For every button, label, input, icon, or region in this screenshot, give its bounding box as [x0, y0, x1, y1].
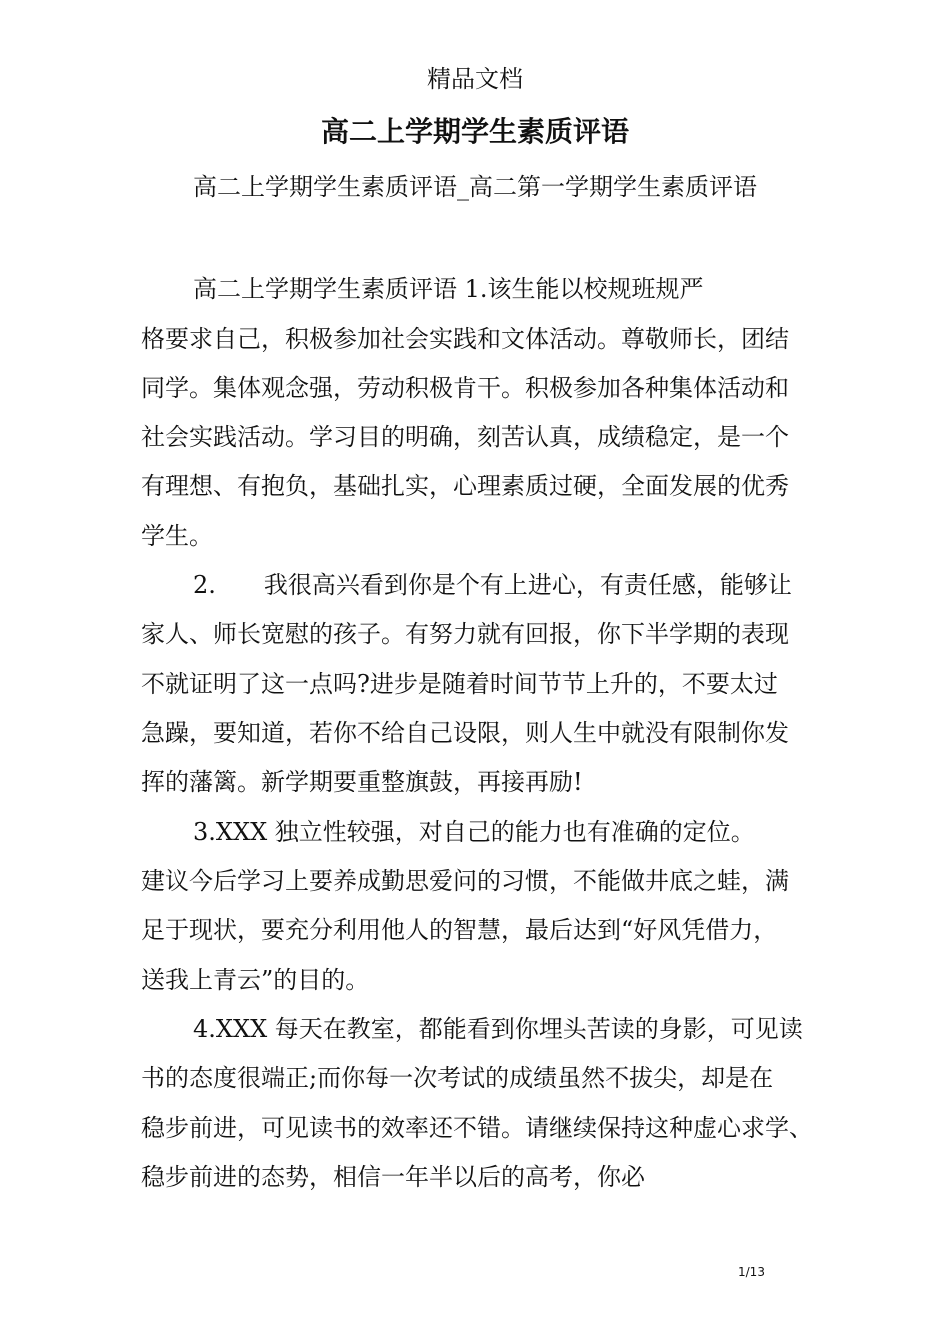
body-line: 高二上学期学生素质评语 1.该生能以校规班规严	[193, 275, 704, 303]
body-line: 足于现状，要充分利用他人的智慧，最后达到“好风凭借力，	[141, 916, 778, 944]
body-line: 学生。	[141, 522, 213, 550]
body-line: 2. 我很高兴看到你是个有上进心，有责任感，能够让	[193, 571, 792, 599]
document-subtitle: 高二上学期学生素质评语_高二第一学期学生素质评语	[193, 173, 757, 201]
body-line: 社会实践活动。学习目的明确，刻苦认真，成绩稳定，是一个	[141, 423, 789, 451]
page-header: 精品文档	[427, 65, 523, 93]
body-line: 挥的藩篱。新学期要重整旗鼓，再接再励!	[141, 768, 583, 796]
page-number: 1/13	[738, 1265, 765, 1279]
body-line: 格要求自己，积极参加社会实践和文体活动。尊敬师长，团结	[141, 325, 789, 353]
body-line: 3.XXX 独立性较强，对自己的能力也有准确的定位。	[193, 818, 755, 846]
body-line: 建议今后学习上要养成勤思爱问的习惯，不能做井底之蛙，满	[141, 867, 789, 895]
body-line: 稳步前进，可见读书的效率还不错。请继续保持这种虚心求学、	[141, 1114, 813, 1142]
body-line: 急躁，要知道，若你不给自己设限，则人生中就没有限制你发	[141, 719, 789, 747]
body-line: 书的态度很端正;而你每一次考试的成绩虽然不拔尖，却是在	[141, 1064, 774, 1092]
body-line: 不就证明了这一点吗?进步是随着时间节节上升的，不要太过	[141, 670, 778, 698]
document-title: 高二上学期学生素质评语	[320, 115, 629, 148]
body-line: 家人、师长宽慰的孩子。有努力就有回报，你下半学期的表现	[141, 620, 789, 648]
body-line: 稳步前进的态势，相信一年半以后的高考，你必	[141, 1163, 645, 1191]
body-line: 4.XXX 每天在教室，都能看到你埋头苦读的身影，可见读	[193, 1015, 803, 1043]
body-line: 送我上青云”的目的。	[141, 966, 370, 994]
body-line: 同学。集体观念强，劳动积极肯干。积极参加各种集体活动和	[141, 374, 789, 402]
body-line: 有理想、有抱负，基础扎实，心理素质过硬，全面发展的优秀	[141, 472, 789, 500]
